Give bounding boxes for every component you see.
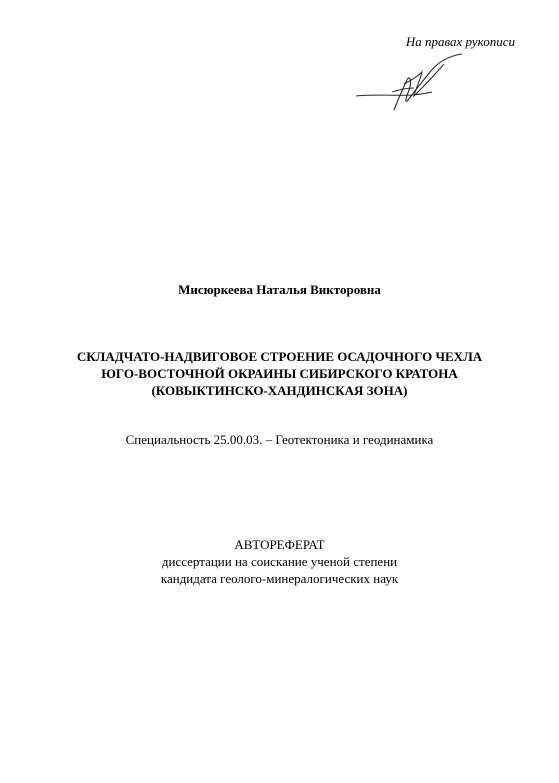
abstract-line: диссертации на соискание ученой степени	[161, 554, 398, 569]
specialty-line: Специальность 25.00.03. – Геотектоника и геодинамика	[125, 432, 434, 447]
title-line: (КОВЫКТИНСКО-ХАНДИНСКАЯ ЗОНА)	[151, 383, 408, 398]
author-name: Мисюркеева Наталья Викторовна	[178, 282, 381, 297]
rights-note: На правах рукописи	[405, 34, 515, 49]
handwritten-signature	[352, 52, 472, 112]
title-line: ЮГО-ВОСТОЧНОЙ ОКРАИНЫ СИБИРСКОГО КРАТОНА	[101, 366, 458, 381]
abstract-block	[0, 536, 559, 587]
abstract-heading: АВТОРЕФЕРАТ	[234, 537, 325, 552]
title-line: СКЛАДЧАТО-НАДВИГОВОЕ СТРОЕНИЕ ОСАДОЧНОГО ЧЕХЛА	[76, 349, 483, 364]
dissertation-title	[30, 348, 529, 399]
abstract-line: кандидата геолого-минералогических наук	[160, 571, 399, 586]
